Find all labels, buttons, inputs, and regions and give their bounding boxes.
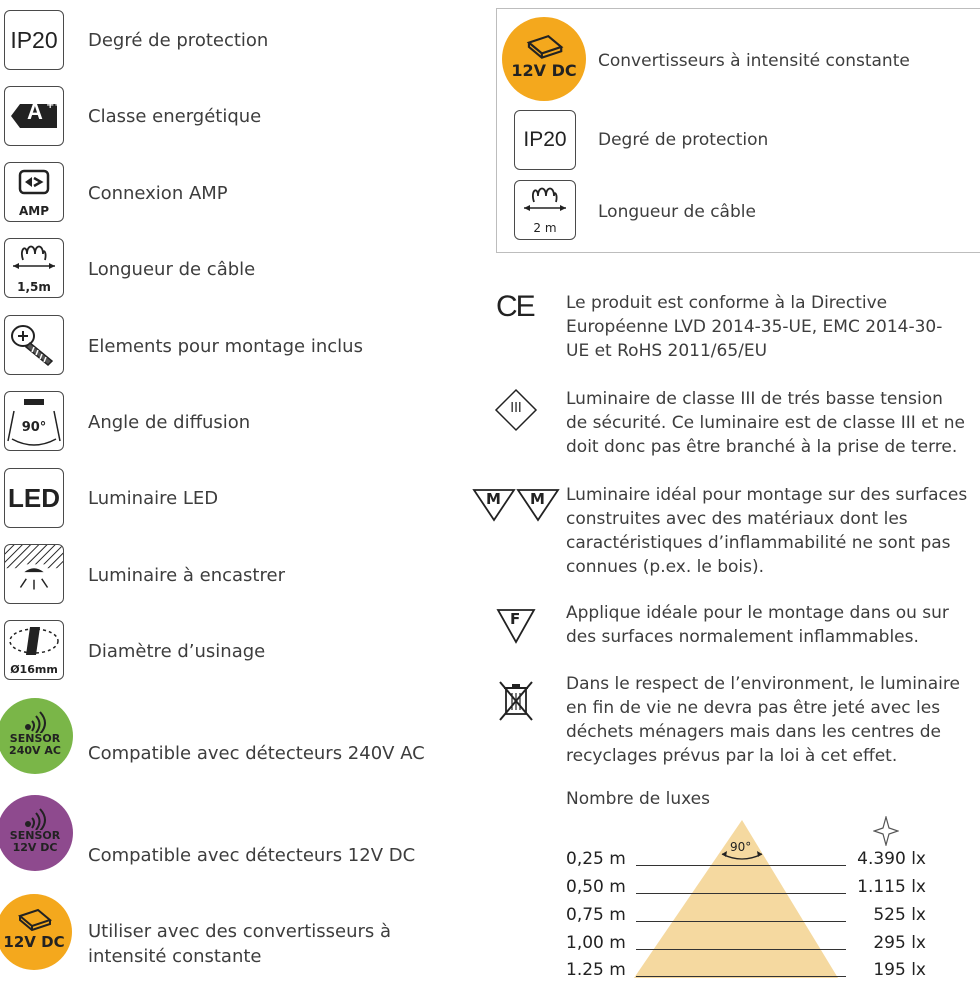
- weee-line-4: recyclages prévus par la loi à cet effet.: [566, 746, 898, 766]
- lux-row: [566, 933, 926, 957]
- lux-leader-line: [636, 865, 846, 866]
- recessed-luminaire-icon: [4, 544, 64, 604]
- class-iii-line-3: doit donc pas être branché à la prise de terre.: [566, 437, 958, 457]
- lux-distance: 1.25 m: [566, 960, 626, 980]
- lux-value: 1.115 lx: [857, 877, 926, 897]
- box-ip-rating-label: Degré de protection: [598, 130, 769, 150]
- box-driver-icon: 12V DC: [502, 17, 586, 101]
- driver-label-line2: intensité constante: [88, 946, 262, 967]
- beam-angle-label: Angle de diffusion: [88, 412, 251, 433]
- lux-row: [566, 960, 926, 984]
- f-line-1: Applique idéale pour le montage dans ou sur: [566, 603, 949, 623]
- driver-label-line1: Utiliser avec des convertisseurs à: [88, 921, 392, 942]
- led-label: Luminaire LED: [88, 488, 219, 509]
- lux-row: [566, 849, 926, 873]
- lux-leader-line: [636, 949, 846, 950]
- amp-connection-icon: AMP: [4, 162, 64, 222]
- energy-class-label: Classe energétique: [88, 106, 262, 127]
- mm-line-2: construites avec des matériaux dont les: [566, 509, 908, 529]
- weee-line-3: déchets ménagers mais dans les centres de: [566, 722, 941, 742]
- mm-text: [566, 483, 978, 579]
- sensor-240v-label: Compatible avec détecteurs 240V AC: [88, 743, 425, 764]
- box-ip-rating-icon: IP20: [514, 110, 576, 170]
- mounting-screw-icon: [4, 315, 64, 375]
- lux-distance: 1,00 m: [566, 933, 626, 953]
- weee-line-2: en fin de vie ne devra pas être jeté avec les: [566, 698, 941, 718]
- lux-leader-line: [636, 976, 846, 977]
- lux-value: 295 lx: [873, 933, 926, 953]
- lux-value: 4.390 lx: [857, 849, 926, 869]
- drilling-diameter-icon: Ø16mm: [4, 620, 64, 680]
- lux-distance: 0,75 m: [566, 905, 626, 925]
- f-mark-icon: F: [496, 608, 536, 644]
- box-cable-length-label: Longueur de câble: [598, 202, 756, 222]
- mounting-screw-label: Elements pour montage inclus: [88, 336, 363, 357]
- box-driver-label: Convertisseurs à intensité constante: [598, 51, 910, 71]
- lux-value: 195 lx: [873, 960, 926, 980]
- lux-leader-line: [636, 893, 846, 894]
- class-iii-line-2: de sécurité. Ce luminaire est de classe III et ne: [566, 413, 965, 433]
- ip-rating-icon: IP20: [4, 10, 64, 70]
- weee-bin-icon: [498, 680, 534, 722]
- cone-angle-label: 90°: [730, 840, 752, 854]
- lux-distance: 0,25 m: [566, 849, 626, 869]
- mm-line-4: connues (p.ex. le bois).: [566, 557, 765, 577]
- cable-length-icon: 1,5m: [4, 238, 64, 298]
- ce-line-2: Européenne LVD 2014-35-UE, EMC 2014-30-: [566, 317, 943, 337]
- f-text: [566, 601, 978, 649]
- mm-line-1: Luminaire idéal pour montage sur des surfaces: [566, 485, 968, 505]
- f-line-2: des surfaces normalement inflammables.: [566, 627, 919, 647]
- lux-value: 525 lx: [873, 905, 926, 925]
- drilling-diameter-label: Diamètre d’usinage: [88, 641, 266, 662]
- lux-row: [566, 905, 926, 929]
- ce-line-1: Le produit est conforme à la Directive: [566, 293, 888, 313]
- class-iii-text: [566, 387, 978, 459]
- weee-line-1: Dans le respect de l’environment, le luminaire: [566, 674, 960, 694]
- cable-length-label: Longueur de câble: [88, 259, 256, 280]
- lux-title: Nombre de luxes: [566, 789, 710, 809]
- weee-text: [566, 672, 978, 768]
- sensor-240v-icon: SENSOR 240V AC: [0, 698, 73, 774]
- class-iii-line-1: Luminaire de classe III de trés basse tension: [566, 389, 943, 409]
- beam-angle-icon: 90°: [4, 391, 64, 451]
- ip-rating-label: Degré de protection: [88, 30, 269, 51]
- lux-distance: 0,50 m: [566, 877, 626, 897]
- class-iii-icon: III: [494, 388, 538, 432]
- recessed-luminaire-label: Luminaire à encastrer: [88, 565, 285, 586]
- ce-mark-icon: CE: [496, 290, 534, 323]
- energy-class-icon: A ++: [4, 86, 64, 146]
- sensor-12v-label: Compatible avec détecteurs 12V DC: [88, 845, 416, 866]
- ce-text: [566, 291, 978, 363]
- lux-leader-line: [636, 921, 846, 922]
- led-icon: LED: [4, 468, 64, 528]
- sensor-12v-icon: SENSOR 12V DC: [0, 795, 73, 871]
- ce-line-3: UE et RoHS 2011/65/EU: [566, 341, 768, 361]
- mm-line-3: caractéristiques d’inflammabilité ne sont pas: [566, 533, 951, 553]
- driver-icon: 12V DC: [0, 894, 72, 970]
- box-cable-length-icon: 2 m: [514, 180, 576, 240]
- amp-connection-label: Connexion AMP: [88, 183, 228, 204]
- lux-row: [566, 877, 926, 901]
- light-source-icon: [873, 816, 899, 846]
- mm-mark-icon: M M: [472, 488, 560, 522]
